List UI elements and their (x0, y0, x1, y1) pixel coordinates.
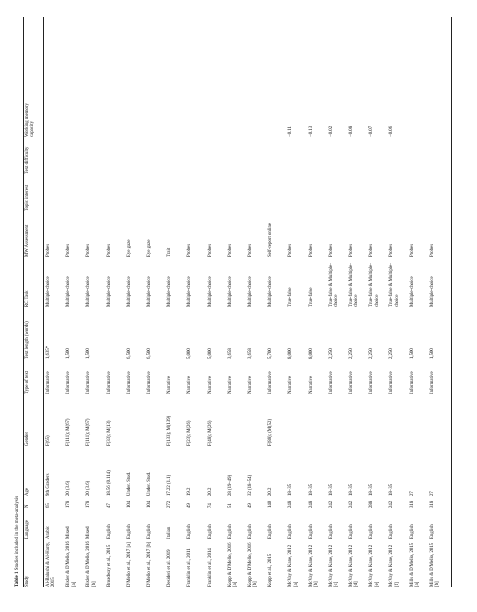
cell-type-of-text: Narrative (207, 375, 213, 394)
cell-working-memory-capacity: −0.06 (389, 125, 395, 137)
cell-language: English (207, 524, 213, 539)
cell-mw-assessment: Probes (349, 243, 354, 257)
cell-study: McVay & Kane, 2012 [b] (308, 544, 319, 587)
cell-rc-task: Multiple-choice (429, 276, 435, 307)
cell-text-length: 2,250 (349, 348, 354, 359)
cell-n: 47 (106, 503, 112, 508)
cell-age: 18–35 (308, 484, 314, 496)
cell-mw-assessment: Probes (86, 243, 92, 257)
cell-text-length: 3,658 (227, 348, 233, 359)
cell-gender: F(111); M(67) (86, 418, 92, 446)
cell-language: Arabic (46, 525, 51, 539)
cell-text-length: 8,000 (308, 348, 314, 359)
cell-study: McVay & Kane, 2012 [d] (349, 544, 360, 587)
cell-n: 248 (308, 500, 314, 508)
cell-rc-task: Multiple-choice (227, 276, 233, 307)
cell-age: Under. Stud. (126, 471, 132, 496)
cell-mw-assessment: Probes (66, 243, 72, 257)
cell-mw-assessment: Probes (429, 243, 435, 257)
cell-age: 18–35 (389, 484, 395, 496)
cell-language: English (248, 524, 253, 539)
cell-n: 65 (46, 503, 51, 508)
cell-study: Franklin et al., 2014 (207, 548, 213, 587)
cell-mw-assessment: Probes (369, 243, 375, 257)
bottom-rule (451, 17, 452, 587)
cell-mw-assessment: Probes (288, 243, 294, 257)
cell-n: 140 (268, 500, 274, 508)
cell-study: McVay & Kane, 2012 [f] (389, 544, 400, 587)
cell-text-length: 5,000 (187, 348, 193, 359)
cell-gender: F(88); (M(52) (268, 418, 274, 446)
cell-study: D'Mello et al., 2017 [b] (147, 541, 152, 587)
cell-rc-task: Multiple-choice (126, 276, 132, 307)
cell-type-of-text: Informative (328, 371, 334, 394)
col-header-gender: Gender (25, 431, 30, 446)
cell-type-of-text: Narrative (288, 375, 294, 394)
cell-n: 49 (187, 503, 193, 508)
cell-type-of-text: Narrative (167, 375, 173, 394)
cell-study: Kopp & D'Mello, 2016 [b] (248, 542, 259, 587)
table-caption-text: Studies included in the meta-analysis (15, 495, 20, 571)
cell-n: 178 (86, 500, 92, 508)
cell-rc-task: Multiple-choice (147, 276, 152, 307)
col-header-study: Study (25, 575, 30, 587)
cell-language: English (268, 524, 274, 539)
cell-gender: F(111); M(67) (66, 418, 72, 446)
header-rule (43, 17, 44, 587)
cell-type-of-text: Informative (86, 371, 92, 394)
cell-age: 27 (409, 491, 415, 496)
cell-rc-task: Multiple-choice (248, 276, 253, 307)
cell-mw-assessment: Probes (308, 243, 314, 257)
cell-type-of-text: Informative (389, 371, 395, 394)
cell-n: 49 (248, 503, 253, 508)
cell-rc-task: True-false & Multiple-choice (328, 263, 340, 307)
cell-text-length: 1,500 (66, 348, 72, 359)
cell-age: 20 (3.6) (86, 480, 92, 496)
cell-mw-assessment: Probes (328, 243, 334, 257)
cell-mw-assessment: Probes (106, 243, 112, 257)
cell-type-of-text: Informative (268, 371, 274, 394)
cell-text-length: 8,000 (288, 348, 294, 359)
cell-type-of-text: Narrative (248, 375, 253, 394)
cell-age: 18–35 (328, 484, 334, 496)
cell-rc-task: True-false (308, 287, 314, 307)
col-header-mw-assessment: MW Assessment (25, 224, 30, 257)
cell-type-of-text: Narrative (308, 375, 314, 394)
cell-study: D'Mello et al., 2017 [a] (126, 542, 132, 587)
cell-mw-assessment: Probes (248, 243, 253, 257)
cell-age: 18.56 (0.114) (106, 470, 112, 496)
cell-language: English (147, 524, 152, 539)
cell-age: 18–35 (288, 484, 294, 496)
cell-age: 20.2 (207, 487, 213, 496)
cell-language: English (409, 524, 415, 539)
cell-age: 28 (19–49) (227, 474, 233, 496)
cell-language: English (288, 524, 294, 539)
cell-age: 9th Graders (46, 473, 51, 496)
cell-rc-task: True-false & Multiple-choice (369, 263, 380, 307)
cell-text-length: 1,635* (46, 345, 51, 359)
cell-text-length: 5,000 (207, 348, 213, 359)
cell-text-length: 6,500 (147, 348, 152, 359)
cell-type-of-text: Informative (429, 371, 435, 394)
cell-mw-assessment: Eye gaze (126, 239, 132, 257)
cell-working-memory-capacity: −0.07 (369, 125, 375, 137)
cell-study: Mills & D'Mello, 2015 [b] (429, 542, 441, 587)
cell-type-of-text: Informative (106, 371, 112, 394)
cell-age: 18–35 (349, 484, 354, 496)
cell-rc-task: True-false & Multiple-choice (389, 263, 400, 307)
cell-rc-task: True-false & Multiple-choice (349, 263, 360, 307)
cell-text-length: 6,500 (126, 348, 132, 359)
cell-study: Bixler & D'Mello, 2016 [b] (86, 541, 97, 587)
cell-mw-assessment: Eye gaze (147, 239, 152, 257)
cell-n: 242 (349, 500, 354, 508)
cell-age: 32 (18–54) (248, 474, 253, 496)
cell-n: 104 (147, 500, 152, 508)
cell-text-length: 2,250 (328, 348, 334, 359)
cell-n: 242 (328, 500, 334, 508)
cell-mw-assessment: Probes (187, 243, 193, 257)
cell-n: 104 (126, 500, 132, 508)
cell-study: McVay & Kane, 2012 [e] (369, 544, 380, 587)
cell-study: Desideri et al. 2019 (167, 549, 173, 587)
cell-age: 17.22 (1.1) (167, 474, 173, 496)
col-header-age: Age (25, 488, 30, 496)
cell-age: 27 (429, 491, 435, 496)
cell-study: Bixler & D'Mello, 2016 [a] (66, 541, 77, 587)
cell-language: English (429, 524, 435, 539)
cell-gender: F(133); M(139) (167, 415, 173, 446)
cell-language: English (227, 524, 233, 539)
cell-n: 318 (409, 500, 415, 508)
cell-gender: F(65) (46, 435, 51, 446)
cell-text-length: 1,500 (429, 348, 435, 359)
cell-study: Kopp & D'Mello, 2016 [a] (227, 542, 239, 587)
cell-type-of-text: Informative (147, 371, 152, 394)
cell-mw-assessment: Probes (46, 243, 51, 257)
cell-type-of-text: Narrative (187, 375, 193, 394)
cell-type-of-text: Narrative (227, 375, 233, 394)
col-header-text-length: Text length (words) (25, 321, 30, 359)
cell-language: English (126, 524, 132, 539)
cell-mw-assessment: Probes (227, 243, 233, 257)
cell-type-of-text: Informative (409, 371, 415, 394)
cell-rc-task: True-false (288, 287, 294, 307)
cell-language: English (389, 524, 395, 539)
cell-age: 20 (3.6) (66, 480, 72, 496)
cell-type-of-text: Informative (369, 371, 375, 394)
cell-rc-task: Multiple-choice (167, 276, 173, 307)
cell-language: Mixed (86, 526, 92, 539)
table-caption (15, 496, 21, 587)
cell-working-memory-capacity: −0.08 (349, 125, 354, 137)
cell-study: Broadway et al., 2015 (106, 544, 112, 587)
cell-mw-assessment: Self-report online (268, 223, 274, 257)
cell-language: Mixed (66, 526, 72, 539)
cell-text-length: 3,658 (248, 348, 253, 359)
cell-language: Italian (167, 526, 173, 539)
cell-n: 74 (207, 503, 213, 508)
cell-rc-task: Multiple-choice (86, 276, 92, 307)
top-rule (23, 17, 24, 587)
cell-study: Franklin et al., 2011 (187, 548, 193, 587)
cell-age: 20.2 (268, 487, 274, 496)
cell-type-of-text: Informative (349, 371, 354, 394)
rotated-table-page (15, 17, 460, 587)
cell-rc-task: Multiple-choice (409, 276, 415, 307)
cell-language: English (349, 524, 354, 539)
col-header-language: Language (25, 520, 30, 539)
cell-mw-assessment: Trait (167, 247, 173, 257)
cell-n: 318 (429, 500, 435, 508)
col-header-topic-interest: Topic interest (25, 184, 30, 211)
cell-rc-task: Multiple-choice (187, 276, 193, 307)
cell-text-length: 5,700 (268, 348, 274, 359)
cell-n: 51 (227, 503, 233, 508)
cell-text-length: 1,500 (409, 348, 415, 359)
cell-age: 19.2 (187, 487, 193, 496)
cell-study: McVay & Kane, 2012 [c] (328, 544, 340, 587)
cell-text-length: 1,500 (86, 348, 92, 359)
cell-n: 288 (369, 500, 375, 508)
cell-rc-task: Multiple-choice (66, 276, 72, 307)
cell-rc-task: Multiple-choice (268, 276, 274, 307)
table-caption-label: Table 1 (15, 571, 20, 587)
cell-mw-assessment: Probes (409, 243, 415, 257)
cell-n: 242 (389, 500, 395, 508)
cell-rc-task: Multiple-choice (106, 276, 112, 307)
cell-study: Kopp et al., 2015 (268, 553, 274, 587)
cell-age: Under. Stud. (147, 471, 152, 496)
cell-language: English (187, 524, 193, 539)
cell-n: 272 (167, 500, 173, 508)
cell-n: 178 (66, 500, 72, 508)
cell-mw-assessment: Probes (207, 243, 213, 257)
cell-mw-assessment: Probes (389, 243, 395, 257)
cell-working-memory-capacity: −0.11 (288, 126, 294, 137)
cell-study: Al-Balushi & Al-Harty, 2015 (46, 541, 57, 587)
cell-language: English (369, 524, 375, 539)
cell-language: English (106, 524, 112, 539)
cell-type-of-text: Informative (126, 371, 132, 394)
cell-text-length: 2,250 (369, 348, 375, 359)
cell-language: English (328, 524, 334, 539)
cell-gender: F(33); M(13) (106, 420, 112, 446)
cell-gender: F(23); M(26) (187, 420, 193, 446)
cell-type-of-text: Informative (46, 371, 51, 394)
cell-text-length: 2,250 (389, 348, 395, 359)
col-header-rc-task: RC Task (25, 290, 30, 307)
cell-rc-task: Multiple-choice (207, 276, 213, 307)
col-header-working-memory-capacity: Working memory capacity (25, 103, 36, 137)
cell-type-of-text: Informative (66, 371, 72, 394)
cell-n: 248 (288, 500, 294, 508)
col-header-text-difficulty: Text difficulty (25, 146, 30, 174)
cell-rc-task: Multiple-choice (46, 276, 51, 307)
cell-gender: F(48); M(26) (207, 420, 213, 446)
col-header-type-of-text: Type of text (25, 370, 30, 394)
cell-working-memory-capacity: −0.13 (308, 125, 314, 137)
cell-study: Mills & D'Mello, 2015 [a] (409, 542, 420, 587)
cell-language: English (308, 524, 314, 539)
col-header-n: N (25, 504, 30, 508)
cell-working-memory-capacity: −0.02 (328, 125, 334, 137)
cell-study: McVay & Kane, 2012 [a] (288, 544, 299, 587)
cell-age: 18–35 (369, 484, 375, 496)
